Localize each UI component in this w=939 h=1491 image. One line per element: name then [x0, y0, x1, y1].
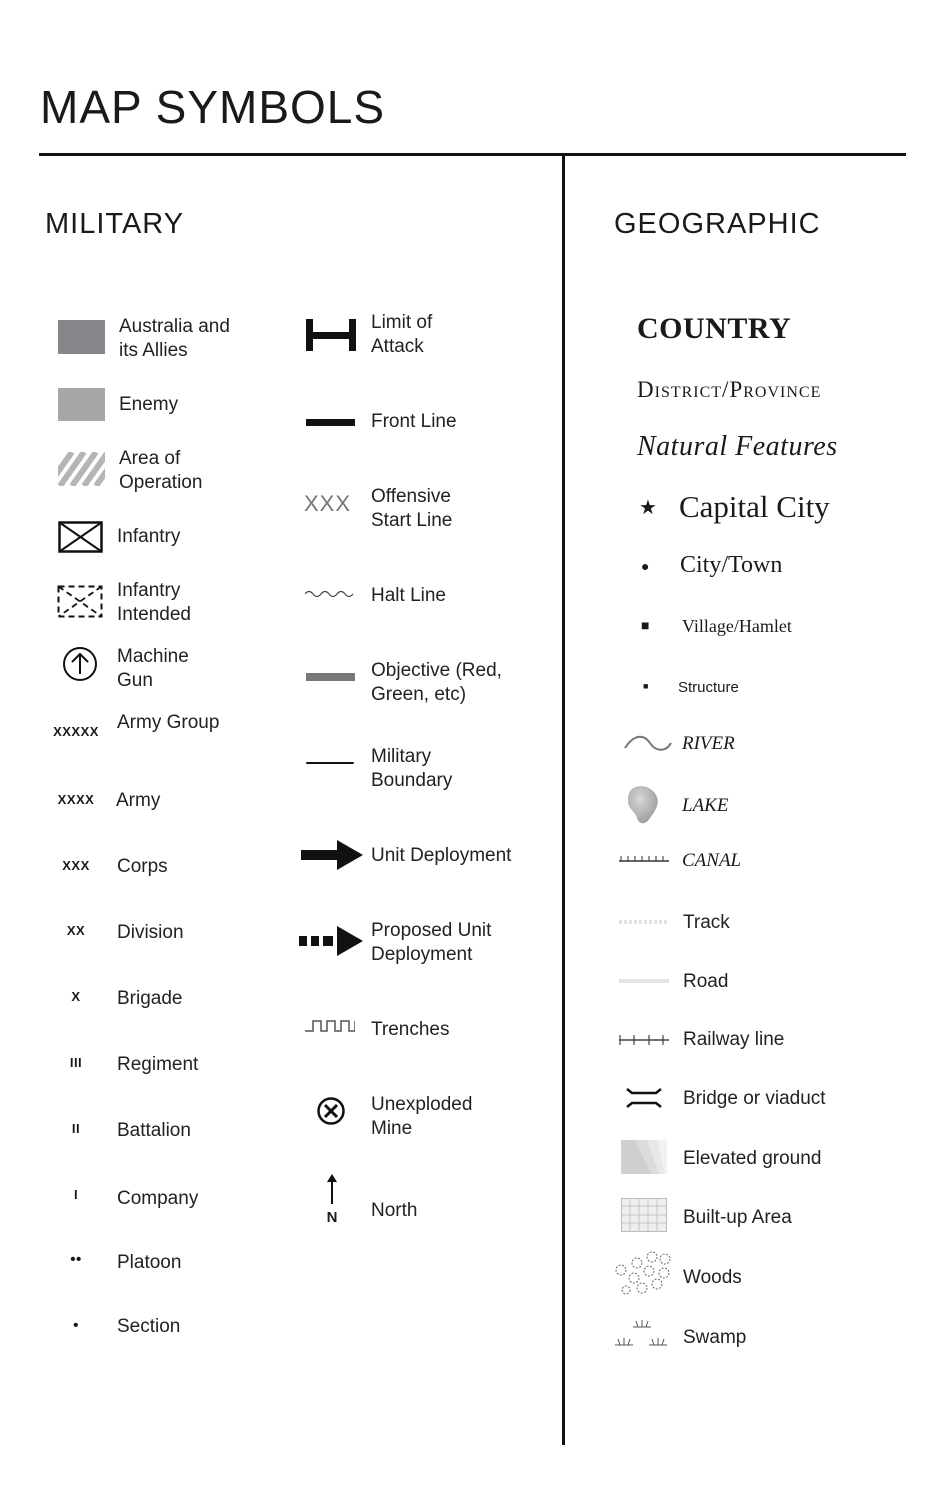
limit-of-attack-icon — [306, 319, 356, 351]
river-name: RIVER — [682, 733, 735, 754]
bridge-icon — [626, 1087, 662, 1109]
railway-icon — [619, 1033, 669, 1047]
enemy-label: Enemy — [119, 394, 179, 415]
division-mark: XX — [66, 923, 86, 938]
north-arrow-icon — [324, 1174, 340, 1206]
swamp-label: Swamp — [683, 1327, 747, 1348]
bridge-label: Bridge or viaduct — [683, 1088, 826, 1109]
geographic-heading: GEOGRAPHIC — [614, 208, 821, 240]
area-of-operation-label: Area of Operation — [119, 448, 203, 493]
brigade-mark: X — [71, 989, 81, 1004]
offensive-start-line-icon: XXX — [304, 491, 352, 516]
canal-name: CANAL — [682, 850, 742, 871]
army-group-mark: XXXXX — [53, 724, 99, 739]
enemy-icon — [58, 388, 105, 421]
halt-line-label: Halt Line — [371, 585, 446, 606]
country-name: COUNTRY — [637, 312, 792, 345]
north-letter: N — [326, 1209, 338, 1226]
platoon-mark: •• — [70, 1251, 82, 1268]
swamp-icon — [614, 1317, 670, 1349]
company-mark: I — [73, 1187, 79, 1202]
hatched-area-icon — [58, 452, 105, 486]
elevated-ground-icon — [621, 1140, 667, 1174]
built-up-area-label: Built-up Area — [683, 1207, 792, 1228]
front-line-label: Front Line — [371, 411, 457, 432]
north-label: North — [371, 1200, 418, 1221]
military-heading: MILITARY — [45, 208, 185, 240]
structure-square-icon: ■ — [643, 681, 649, 691]
unexploded-mine-icon — [316, 1096, 346, 1126]
district-province-name: District/Province — [637, 377, 822, 402]
railway-label: Railway line — [683, 1029, 785, 1050]
halt-line-icon — [305, 588, 355, 600]
capital-star-icon: ★ — [639, 497, 657, 519]
infantry-intended-label: Infantry Intended — [117, 580, 191, 625]
regiment-mark: III — [69, 1055, 83, 1070]
corps-label: Corps — [117, 856, 168, 877]
offensive-start-line-label: Offensive Start Line — [371, 486, 453, 531]
trenches-label: Trenches — [371, 1019, 450, 1040]
capital-city-name: Capital City — [679, 489, 830, 524]
company-label: Company — [117, 1188, 199, 1209]
limit-of-attack-label: Limit of Attack — [371, 312, 433, 357]
lake-icon — [626, 785, 662, 825]
built-up-area-icon — [621, 1198, 667, 1232]
corps-mark: XXX — [62, 858, 90, 873]
battalion-mark: II — [71, 1121, 81, 1136]
infantry-label: Infantry — [117, 526, 181, 547]
battalion-label: Battalion — [117, 1120, 191, 1141]
lake-name: LAKE — [682, 795, 729, 816]
page-title: MAP SYMBOLS — [40, 81, 386, 133]
military-boundary-label: Military Boundary — [371, 746, 453, 791]
army-label: Army — [116, 790, 161, 811]
army-group-label: Army Group — [117, 712, 220, 733]
title-divider — [39, 153, 906, 156]
woods-label: Woods — [683, 1267, 742, 1288]
track-icon — [619, 918, 669, 926]
army-mark: XXXX — [57, 792, 95, 807]
track-label: Track — [683, 912, 730, 933]
australia-allies-icon — [58, 320, 105, 354]
woods-icon — [612, 1250, 674, 1296]
proposed-unit-deployment-label: Proposed Unit Deployment — [371, 920, 492, 965]
dashed-arrow-icon — [299, 926, 363, 956]
section-mark: • — [73, 1317, 79, 1334]
section-label: Section — [117, 1316, 181, 1337]
solid-arrow-icon — [301, 840, 363, 870]
unit-deployment-label: Unit Deployment — [371, 845, 512, 866]
column-divider — [562, 155, 565, 1445]
road-icon — [619, 979, 669, 983]
front-line-icon — [306, 419, 355, 426]
brigade-label: Brigade — [117, 988, 183, 1009]
city-dot-icon: ● — [641, 558, 650, 574]
unexploded-mine-label: Unexploded Mine — [371, 1094, 473, 1139]
trenches-icon — [305, 1019, 355, 1033]
platoon-label: Platoon — [117, 1252, 182, 1273]
military-boundary-icon — [306, 762, 354, 764]
machine-gun-icon — [62, 646, 98, 682]
australia-allies-label: Australia and its Allies — [119, 316, 230, 361]
road-label: Road — [683, 971, 729, 992]
canal-icon — [619, 853, 669, 863]
objective-label: Objective (Red, Green, etc) — [371, 660, 502, 705]
objective-icon — [306, 673, 355, 681]
elevated-ground-label: Elevated ground — [683, 1148, 822, 1169]
river-icon — [624, 734, 672, 754]
village-square-icon: ■ — [641, 617, 650, 633]
machine-gun-label: Machine Gun — [117, 646, 189, 691]
village-hamlet-name: Village/Hamlet — [682, 616, 792, 636]
natural-features-name: Natural Features — [637, 431, 838, 462]
structure-name: Structure — [678, 679, 739, 696]
division-label: Division — [117, 922, 184, 943]
infantry-icon — [58, 521, 103, 553]
city-town-name: City/Town — [680, 552, 783, 578]
regiment-label: Regiment — [117, 1054, 199, 1075]
infantry-intended-icon — [57, 585, 103, 618]
